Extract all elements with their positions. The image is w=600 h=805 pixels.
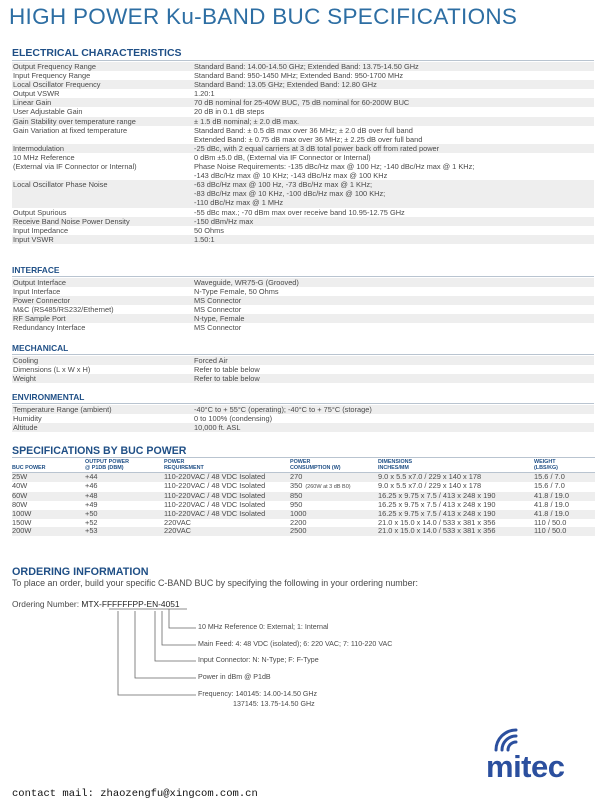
spec-value-line: -25 dBc, with 2 equal carriers at 3 dB total power back off from rated power [194,143,440,153]
cell-value: 40W [12,481,28,491]
column-header-line: REQUIREMENT [164,465,204,471]
cell-value: 80W [12,499,28,509]
spec-label-text: (External via IF Connector or Internal) [13,162,137,172]
spec-value-line: 1.20:1 [194,89,215,99]
callout-frequency-1: Frequency: 140145: 14.00-14.50 GHz [198,690,318,698]
cell-value: +46 [85,481,98,491]
spec-value-line: 20 dB in 0.1 dB steps [194,107,265,117]
spec-label-text: Output Interface [13,278,66,287]
spec-value-line: Waveguide, WR75-G (Grooved) [194,278,299,287]
page-title: HIGH POWER Ku-BAND BUC SPECIFICATIONS [9,4,518,29]
column-header-line: DIMENSIONS [378,459,413,465]
spec-value-line: -83 dBc/Hz max @ 10 KHz, -100 dBc/Hz max @ 100 KHz; [194,189,386,199]
spec-label-text: Output VSWR [13,89,60,99]
spec-label-text: Input Frequency Range [13,71,91,81]
section-heading: MECHANICAL [12,343,594,355]
cell-value: 41.8 / 19.0 [534,490,569,500]
cell-value: +50 [85,508,98,518]
cell-value: +49 [85,499,98,509]
spec-label-text: Cooling [13,356,39,365]
spec-value-line: -150 dBm/Hz max [194,216,254,226]
spec-label-text: Humidity [13,414,42,424]
spec-value-line: 70 dB nominal for 25-40W BUC, 75 dB nominal for 60-200W BUC [194,98,410,108]
column-header-line: POWER [290,459,311,465]
spec-label-text: Local Oscillator Frequency [13,80,101,90]
cell-value: 110 / 50.0 [534,526,567,536]
cell-value: 15.6 / 7.0 [534,472,565,481]
cell-value: 110 / 50.0 [534,517,567,527]
section-heading: INTERFACE [12,265,594,277]
cell-value: 9.0 x 5.5 x7.0 / 229 x 140 x 178 [378,481,482,491]
spec-label-text: Altitude [13,423,38,433]
cell-value: 16.25 x 9.75 x 7.5 / 413 x 248 x 190 [378,508,496,518]
cell-value: 950 [290,499,303,509]
cell-value: +52 [85,517,98,527]
spec-label-text: 10 MHz Reference [13,152,75,162]
cell-value: 110-220VAC / 48 VDC Isolated [164,499,266,509]
column-header-line: @ P1DB (DBM) [85,465,124,471]
spec-label-text: Input VSWR [13,234,54,244]
spec-value-line: N-type, Female [194,314,245,324]
column-header-line: (LBS/KG) [534,465,558,471]
callout-reference: 10 MHz Reference 0: External; 1: Internal [198,623,329,631]
spec-label-text: User Adjustable Gain [13,107,83,117]
spec-value-line: -110 dBc/Hz max @ 1 MHz [194,198,284,208]
cell-value: +48 [85,490,98,500]
ordering-number-label: Ordering Number: [12,599,82,609]
spec-value-line: -55 dBc max.; -70 dBm max over receive band 10.95-12.75 GHz [194,207,405,217]
callout-main-feed: Main Feed: 4: 48 VDC (isolated); 6: 220 VAC; 7: 110-220 VAC [198,640,393,648]
cell-value: 9.0 x 5.5 x7.0 / 229 x 140 x 178 [378,472,482,481]
spec-value-line: MS Connector [194,323,242,333]
contact-mail: contact mail: zhaozengfu@xingcom.com.cn [12,788,258,800]
ordering-description: To place an order, build your specific C-BAND BUC by specifying the following in your ordering number: [12,578,418,588]
spec-label-text: Redundancy Interface [13,323,86,333]
spec-label-text: Input Interface [13,287,61,297]
callout-power: Power in dBm @ P1dB [198,673,271,681]
spec-label-text: Linear Gain [13,98,52,108]
cell-value: 270 [290,472,303,481]
column-header-line: BUC POWER [12,465,46,471]
callout-frequency-2: 137145: 13.75-14.50 GHz [233,700,315,708]
cell-value: 21.0 x 15.0 x 14.0 / 533 x 381 x 356 [378,517,496,527]
column-header-line: INCHES/MM [378,465,409,471]
column-header-line: OUTPUT POWER [85,459,130,465]
spec-label-text: Temperature Range (ambient) [13,405,112,414]
spec-label-text: Gain Variation at fixed temperature [13,125,128,135]
cell-value: 220VAC [164,526,191,536]
spec-label-text: Weight [13,374,36,384]
cell-value: 41.8 / 19.0 [534,499,569,509]
spec-value-line: N-Type Female, 50 Ohms [194,287,279,297]
callout-input-connector: Input Connector: N: N-Type; F: F-Type [198,656,319,664]
spec-value-line: 50 Ohms [194,225,224,235]
section-heading: ELECTRICAL CHARACTERISTICS [12,47,594,61]
cell-value: 2500 [290,526,307,536]
spec-value-line: MS Connector [194,296,242,306]
cell-value: 41.8 / 19.0 [534,508,569,518]
column-header-line: CONSUMPTION (W) [290,465,341,471]
spec-value-line: 10,000 ft. ASL [194,423,241,433]
mitec-logo-text: mitec [486,749,565,784]
spec-value-line: Phase Noise Requirements: -135 dBc/Hz max @ 100 Hz; -140 dBc/Hz max @ 1 KHz; [194,162,475,172]
spec-value-line: ± 1.5 dB nominal; ± 2.0 dB max. [194,116,300,126]
spec-label-text: Receive Band Noise Power Density [13,216,130,226]
spec-value-line: 0 dBm ±5.0 dB, (External via IF Connector or Internal) [194,152,371,162]
spec-value-line: Forced Air [194,356,228,365]
cell-value: 150W [12,517,32,527]
spec-value-line: Refer to table below [194,374,260,384]
spec-label-text: Intermodulation [13,143,64,153]
spec-value-line: MS Connector [194,305,242,315]
cell-value: 110-220VAC / 48 VDC Isolated [164,481,266,491]
cell-value: 15.6 / 7.0 [534,481,565,491]
cell-value: 350 [290,480,303,490]
spec-label-text: Local Oscillator Phase Noise [13,180,108,190]
spec-value-line: -40°C to + 55°C (operating); -40°C to + 75°C (storage) [194,405,372,414]
spec-value-line: 1.50:1 [194,234,215,244]
ordering-number-code: MTX-FFFFFFPP-EN-4051 [81,599,180,609]
cell-value: 16.25 x 9.75 x 7.5 / 413 x 248 x 190 [378,490,496,500]
spec-value-line: 0 to 100% (condensing) [194,414,273,424]
column-header-line: POWER [164,459,185,465]
cell-note: (260W at 3 dB B0) [305,483,351,490]
cell-value: 1000 [290,508,307,518]
spec-label-text: Input Impedance [13,225,69,235]
column-header-line: WEIGHT [534,459,556,465]
ordering-heading: ORDERING INFORMATION [12,566,149,578]
cell-value: 16.25 x 9.75 x 7.5 / 413 x 248 x 190 [378,499,496,509]
cell-value: 25W [12,472,28,481]
spec-label-text: Power Connector [13,296,71,306]
spec-value-line: -63 dBc/Hz max @ 100 Hz, -73 dBc/Hz max @ 1 KHz; [194,180,373,190]
spec-label-text: Dimensions (L x W x H) [13,365,91,375]
cell-value: 110-220VAC / 48 VDC Isolated [164,490,266,500]
cell-value: 850 [290,490,303,500]
spec-label-text: Output Spurious [13,207,67,217]
section-heading: ENVIRONMENTAL [12,392,594,404]
spec-value-line: Standard Band: 14.00-14.50 GHz; Extended Band: 13.75-14.50 GHz [194,62,419,71]
spec-label-text: Output Frequency Range [13,62,96,71]
spec-label-text: Gain Stability over temperature range [13,116,136,126]
spec-value-line: Refer to table below [194,365,260,375]
cell-value: 100W [12,508,32,518]
cell-value: +53 [85,526,98,536]
spec-value-line: Standard Band: ± 0.5 dB max over 36 MHz; ± 2.0 dB over full band [194,125,413,135]
buc-power-heading: SPECIFICATIONS BY BUC POWER [12,445,187,457]
spec-label-text: M&C (RS485/RS232/Ethernet) [13,305,114,315]
spec-value-line: Standard Band: 13.05 GHz; Extended Band: 12.80 GHz [194,80,377,90]
cell-value: 110-220VAC / 48 VDC Isolated [164,508,266,518]
cell-value: 220VAC [164,517,191,527]
spec-label-text: RF Sample Port [13,314,66,324]
cell-value: 110-220VAC / 48 VDC Isolated [164,472,266,481]
cell-value: 200W [12,526,32,536]
cell-value: +44 [85,472,98,481]
spec-value-line: -143 dBc/Hz max @ 10 KHz; -143 dBc/Hz max @ 100 KHz [194,171,388,181]
cell-value: 21.0 x 15.0 x 14.0 / 533 x 381 x 356 [378,526,496,536]
cell-value: 60W [12,490,28,500]
spec-value-line: Standard Band: 950-1450 MHz; Extended Band: 950-1700 MHz [194,71,404,81]
spec-value-line: Extended Band: ± 0.75 dB max over 36 MHz; ± 2.25 dB over full band [194,134,423,144]
cell-value: 2200 [290,517,307,527]
